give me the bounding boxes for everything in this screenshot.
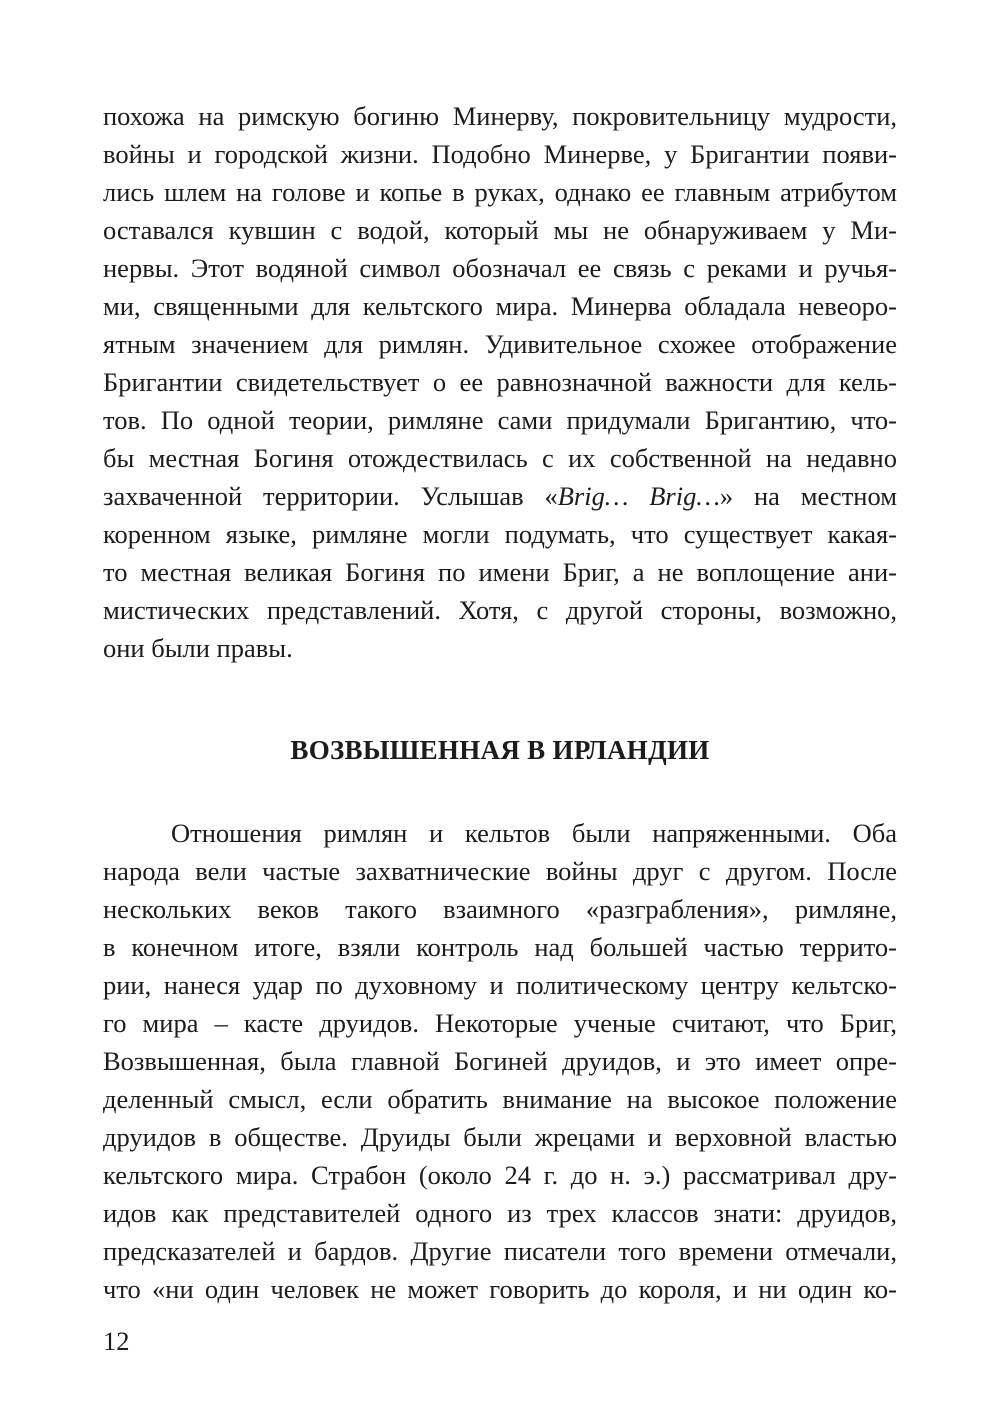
body-text-line: нескольких веков такого взаимного «разграбления», римляне, <box>103 894 897 924</box>
section-heading: ВОЗВЫШЕННАЯ В ИРЛАНДИИ <box>290 735 710 765</box>
page-number: 12 <box>103 1326 130 1356</box>
body-text-line: мистических представлений. Хотя, с другой стороны, возможно, <box>103 595 897 625</box>
body-text-line: что «ни один человек не может говорить до короля, и ни один ко- <box>103 1274 897 1304</box>
body-text-segment: » на местном <box>719 481 897 511</box>
body-text-line: войны и городской жизни. Подобно Минерве, у Бригантии появи- <box>103 139 897 169</box>
body-text-line: похожа на римскую богиню Минерву, покровительницу мудрости, <box>103 101 897 131</box>
body-text-line: лись шлем на голове и копье в руках, однако ее главным атрибутом <box>103 177 897 207</box>
body-text-line: ятным значением для римлян. Удивительное схожее отображение <box>103 329 897 359</box>
body-text-line: рии, нанеся удар по духовному и политическому центру кельтско- <box>103 970 897 1000</box>
body-text-line: коренном языке, римляне могли подумать, что существует какая- <box>103 519 897 549</box>
body-text-line: нервы. Этот водяной символ обозначал ее связь с реками и ручья- <box>103 253 897 283</box>
body-text-line: тов. По одной теории, римляне сами придумали Бригантию, что- <box>103 405 897 435</box>
body-text-line: го мира – касте друидов. Некоторые ученые считают, что Бриг, <box>103 1008 897 1038</box>
body-text-line: бы местная Богиня отождествилась с их собственной на недавно <box>103 443 897 473</box>
body-text-line: идов как представителей одного из трех классов знати: друидов, <box>103 1198 897 1228</box>
body-text-segment: захваченной территории. Услышав « <box>103 481 558 511</box>
body-text-line: то местная великая Богиня по имени Бриг, а не воплощение ани- <box>103 557 897 587</box>
body-text-line: Отношения римлян и кельтов были напряженными. Оба <box>171 818 897 848</box>
body-text-line: предсказателей и бардов. Другие писатели того времени отмечали, <box>103 1236 897 1266</box>
body-text-line: в конечном итоге, взяли контроль над большей частью террито- <box>103 932 897 962</box>
body-text-line <box>103 477 897 515</box>
italic-quote: Brig… Brig… <box>557 481 720 511</box>
body-text-line: деленный смысл, если обратить внимание на высокое положение <box>103 1084 897 1114</box>
body-text-line: народа вели частые захватнические войны друг с другом. После <box>103 856 897 886</box>
body-text-line: Бригантии свидетельствует о ее равнозначной важности для кель- <box>103 367 897 397</box>
body-text-line: ми, священными для кельтского мира. Минерва обладала невеоро- <box>103 291 897 321</box>
body-text-line: оставался кувшин с водой, который мы не обнаруживаем у Ми- <box>103 215 897 245</box>
body-text-line: они были правы. <box>103 633 293 663</box>
body-text-line: кельтского мира. Страбон (около 24 г. до н. э.) рассматривал дру- <box>103 1160 897 1190</box>
body-text-line: Возвышенная, была главной Богиней друидов, и это имеет опре- <box>103 1046 897 1076</box>
body-text-line: друидов в обществе. Друиды были жрецами и верховной властью <box>103 1122 897 1152</box>
